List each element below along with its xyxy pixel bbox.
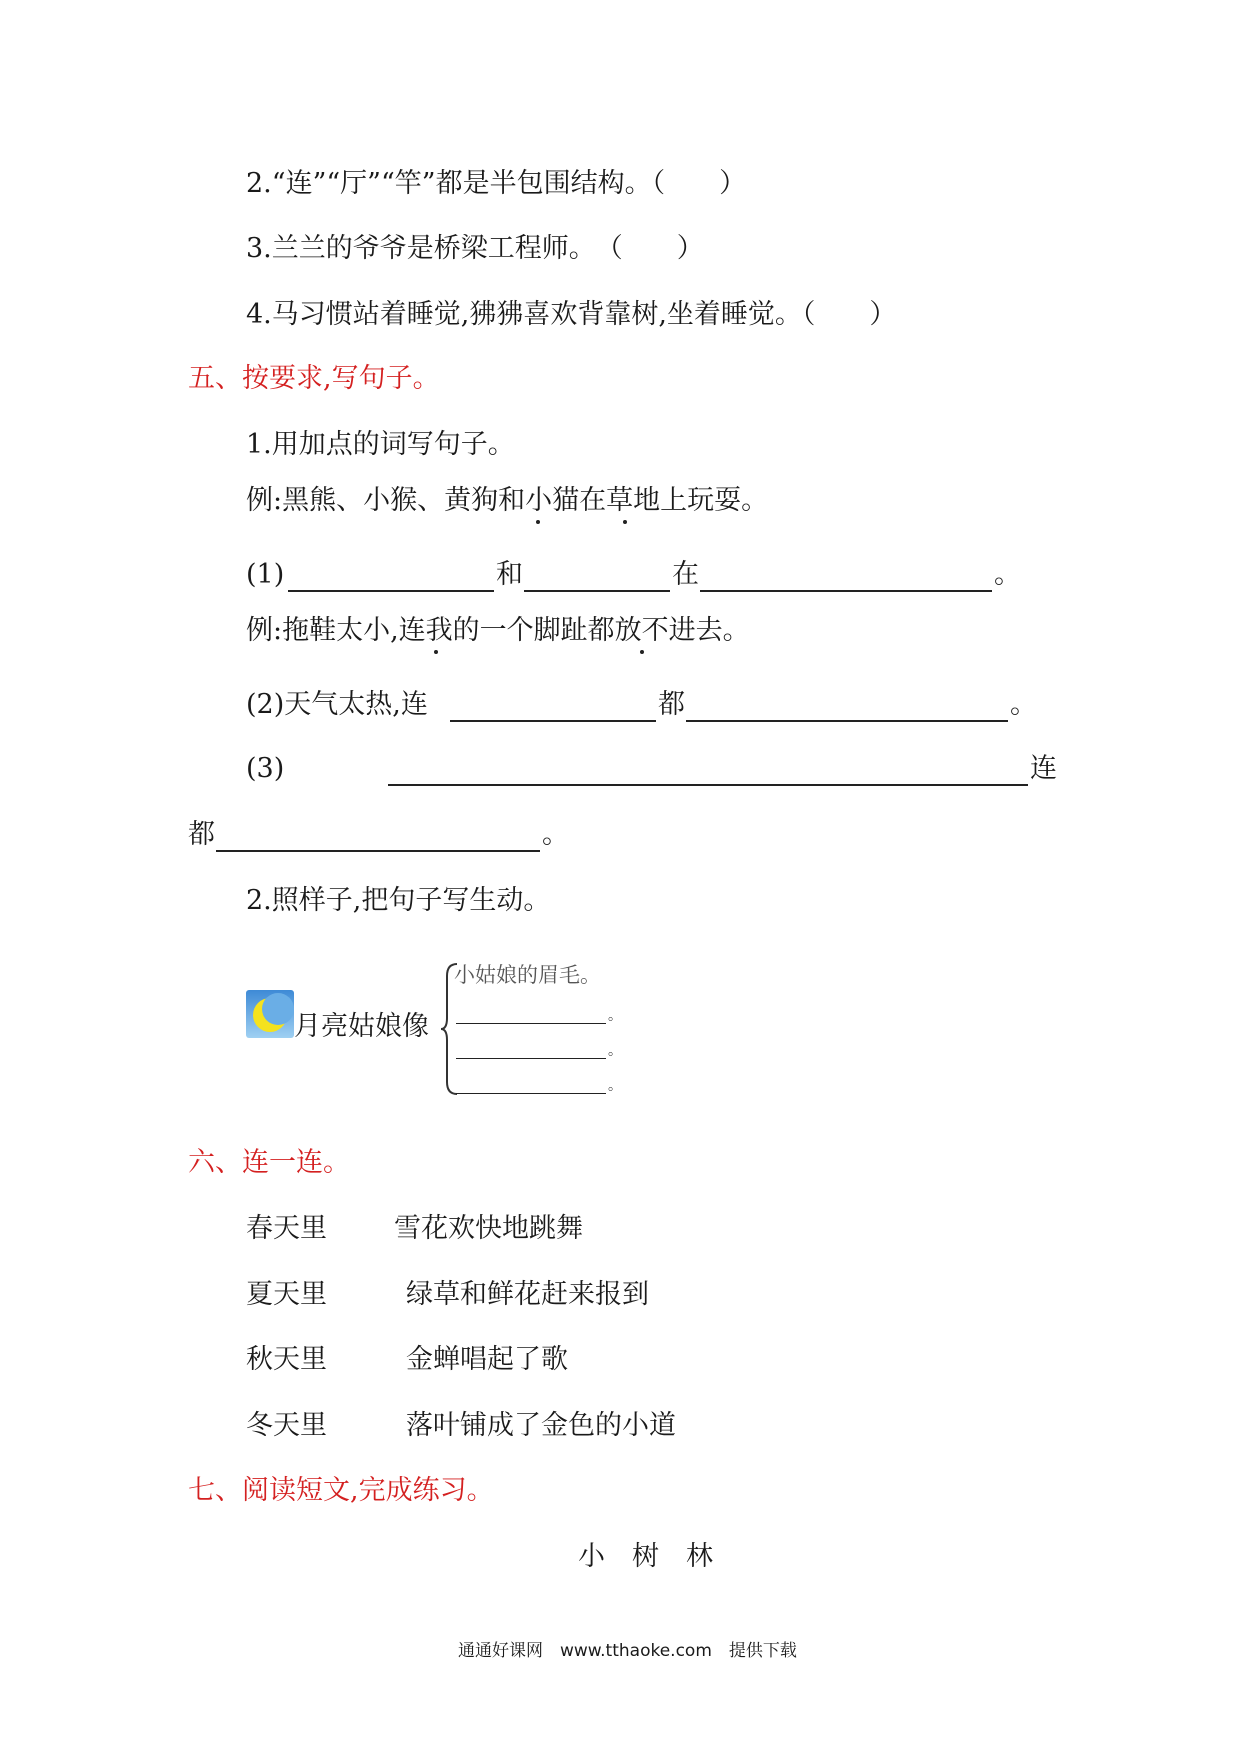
answer-blank[interactable]	[216, 850, 540, 852]
blank-end-mark: 。	[608, 1043, 622, 1059]
answer-blank[interactable]	[700, 590, 992, 592]
section5-sub1: 1.用加点的词写句子。	[246, 429, 515, 460]
q1-end: 。	[994, 559, 1021, 590]
judge-item-3: 3.兰兰的爷爷是桥梁工程师。 （ ）	[246, 233, 704, 264]
answer-blank[interactable]	[456, 1023, 606, 1024]
season-label[interactable]: 冬天里	[246, 1410, 327, 1441]
blank-end-mark: 。	[608, 1078, 622, 1094]
answer-blank[interactable]	[450, 720, 656, 722]
blank-end-mark: 。	[608, 1008, 622, 1024]
season-label[interactable]: 秋天里	[246, 1344, 327, 1375]
q3-word-dou: 都	[188, 819, 215, 850]
season-label[interactable]: 夏天里	[246, 1279, 327, 1310]
footer-source: 通通好课网 www.tthaoke.com 提供下载	[458, 1641, 797, 1661]
match-phrase[interactable]: 落叶铺成了金色的小道	[406, 1410, 676, 1441]
moon-example: 小姑娘的眉毛。	[454, 963, 601, 987]
section5-sub2: 2.照样子,把句子写生动。	[246, 885, 551, 916]
q3-end: 。	[542, 819, 569, 850]
answer-blank[interactable]	[524, 590, 670, 592]
example-sentence-1: 例:黑熊、小猴、黄狗和小猫在草地上玩耍。	[246, 485, 769, 516]
q3-word-lian: 连	[1030, 753, 1057, 784]
section7-heading: 七、阅读短文,完成练习。	[188, 1475, 494, 1506]
q1-word-zai: 在	[672, 559, 699, 590]
example-sentence-2: 例:拖鞋太小,连我的一个脚趾都放不进去。	[246, 615, 750, 646]
emphasis-dot	[623, 520, 627, 524]
moon-subject: 月亮姑娘像	[294, 1011, 429, 1042]
match-phrase[interactable]: 金蝉唱起了歌	[406, 1344, 568, 1375]
answer-blank[interactable]	[456, 1058, 606, 1059]
crescent-moon-icon	[246, 990, 294, 1038]
q1-number: (1)	[246, 559, 285, 590]
answer-blank[interactable]	[288, 590, 494, 592]
answer-blank[interactable]	[456, 1093, 606, 1094]
emphasis-dot	[536, 520, 540, 524]
q2-word-dou: 都	[658, 689, 685, 720]
emphasis-dot	[640, 650, 644, 654]
answer-blank[interactable]	[388, 784, 1028, 786]
emphasis-dot	[434, 650, 438, 654]
match-phrase[interactable]: 绿草和鲜花赶来报到	[406, 1279, 649, 1310]
match-phrase[interactable]: 雪花欢快地跳舞	[394, 1213, 583, 1244]
judge-item-4: 4.马习惯站着睡觉,狒狒喜欢背靠树,坐着睡觉。（ ）	[246, 299, 897, 330]
section5-heading: 五、按要求,写句子。	[188, 363, 440, 394]
q3-number: (3)	[246, 753, 285, 784]
q2-prefix: (2)天气太热,连	[246, 689, 428, 720]
answer-blank[interactable]	[686, 720, 1008, 722]
passage-title: 小 树 林	[578, 1541, 713, 1572]
judge-item-2: 2.“连”“厅”“竿”都是半包围结构。（ ）	[246, 168, 747, 199]
season-label[interactable]: 春天里	[246, 1213, 327, 1244]
q1-word-he: 和	[496, 559, 523, 590]
q2-end: 。	[1010, 689, 1037, 720]
section6-heading: 六、连一连。	[188, 1147, 350, 1178]
